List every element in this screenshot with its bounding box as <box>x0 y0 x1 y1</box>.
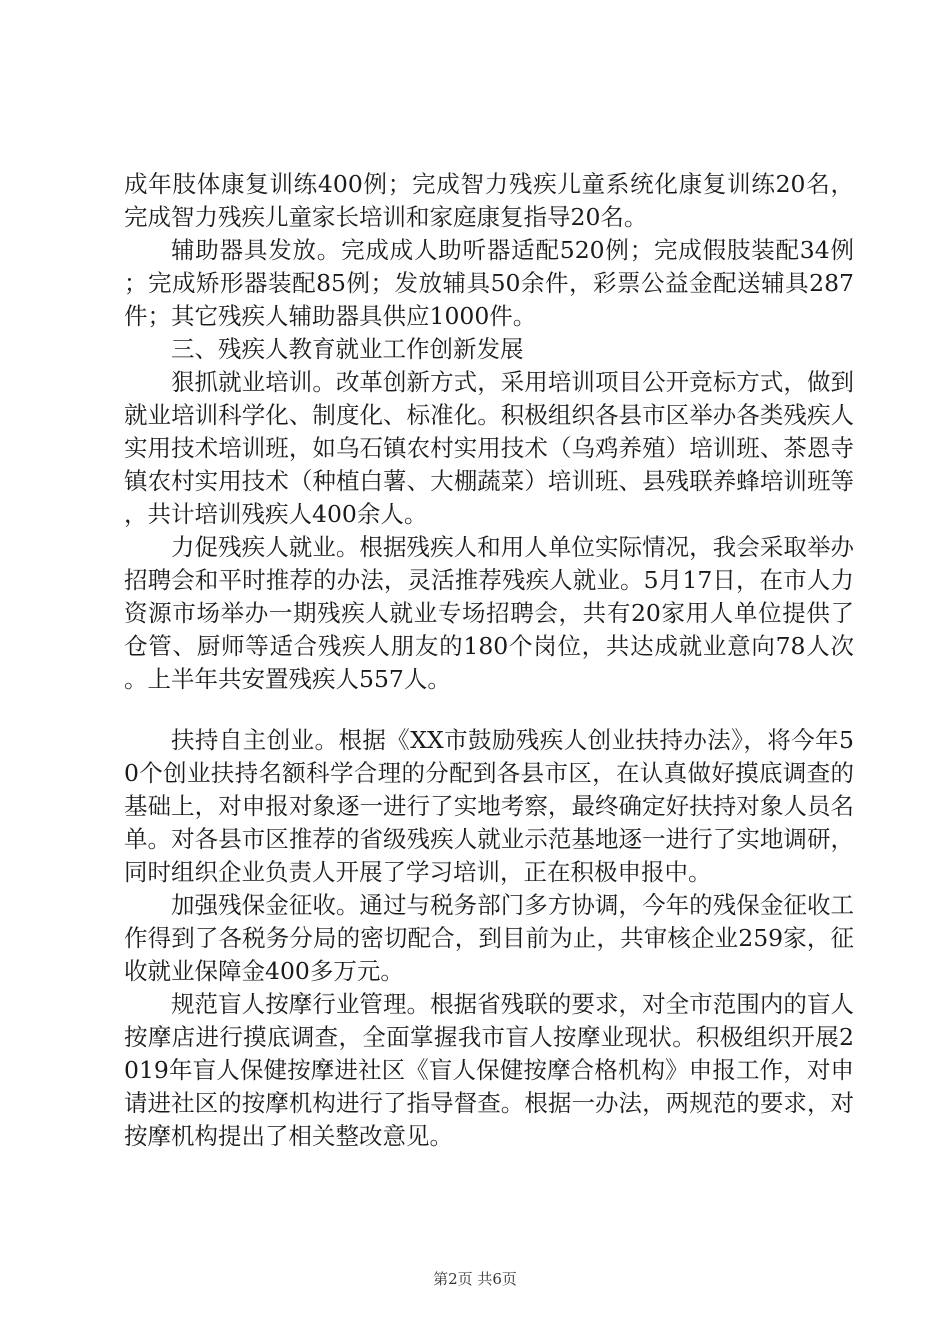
paragraph-blind-massage-management: 规范盲人按摩行业管理。根据省残联的要求，对全市范围内的盲人按摩店进行摸底调查，全面掌握我市盲人按摩业现状。积极组织开展2019年盲人保健按摩进社区《盲人保健按摩合格机构》申报工作，对申请进社区的按摩机构进行了指导督查。根据一办法，两规范的要求，对按摩机构提出了相关整改意见。 <box>124 990 854 1150</box>
page-footer <box>0 1268 950 1289</box>
paragraph-employment-training: 狠抓就业培训。改革创新方式，采用培训项目公开竞标方式，做到就业培训科学化、制度化、标准化。积极组织各县市区举办各类残疾人实用技术培训班，如乌石镇农村实用技术（乌鸡养殖）培训班、茶恩寺镇农村实用技术（种植白薯、大棚蔬菜）培训班、县残联养蜂培训班等，共计培训残疾人400余人。 <box>124 368 854 528</box>
paragraph-promote-employment: 力促残疾人就业。根据残疾人和用人单位实际情况，我会采取举办招聘会和平时推荐的办法，灵活推荐残疾人就业。5月17日，在市人力资源市场举办一期残疾人就业专场招聘会，共有20家用人单位提供了仓管、厨师等适合残疾人朋友的180个岗位，共达成就业意向78人次。上半年共安置残疾人557人。 <box>124 533 854 693</box>
paragraph-entrepreneurship-support: 扶持自主创业。根据《XX市鼓励残疾人创业扶持办法》，将今年50个创业扶持名额科学合理的分配到各县市区，在认真做好摸底调查的基础上，对申报对象逐一进行了实地考察，最终确定好扶持对象人员名单。对各县市区推荐的省级残疾人就业示范基地逐一进行了实地调研，同时组织企业负责人开展了学习培训，正在积极申报中。 <box>124 726 854 886</box>
page-number: 第2页 共6页 <box>433 1270 517 1288</box>
paragraph-rehab-continued: 成年肢体康复训练400例；完成智力残疾儿童系统化康复训练20名，完成智力残疾儿童家长培训和家庭康复指导20名。 <box>124 170 854 231</box>
document-body <box>124 168 854 1153</box>
paragraph-assistive-devices: 辅助器具发放。完成成人助听器适配520例；完成假肢装配34例；完成矫形器装配85例；发放辅具50余件，彩票公益金配送辅具287件；其它残疾人辅助器具供应1000件。 <box>124 236 854 330</box>
section-heading-education-employment: 三、残疾人教育就业工作创新发展 <box>171 335 524 363</box>
paragraph-levy-collection: 加强残保金征收。通过与税务部门多方协调，今年的残保金征收工作得到了各税务分局的密切配合，到目前为止，共审核企业259家，征收就业保障金400多万元。 <box>124 891 854 985</box>
